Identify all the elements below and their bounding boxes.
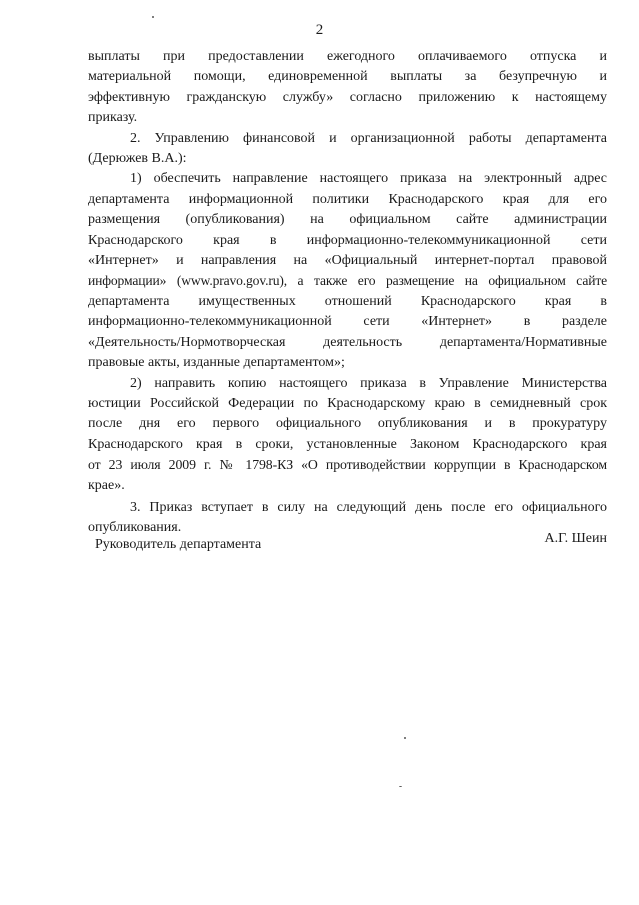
text-line: 2. Управлению финансовой и организационной работы департамента: [130, 130, 607, 146]
document-body: [88, 47, 607, 539]
text-line: Краснодарского края в информационно-телекоммуникационной сети: [88, 232, 607, 248]
text-line: (Дерюжев В.А.):: [88, 151, 187, 167]
scan-speck: [399, 786, 402, 787]
text-line: информационно-телекоммуникационной сети «Интернет» в разделе: [88, 314, 607, 330]
paragraph-continuation: [88, 47, 607, 129]
text-line: крае».: [88, 477, 125, 493]
text-line: правовые акты, изданные департаментом»;: [88, 355, 345, 371]
scan-speck: [152, 16, 154, 18]
paragraph-2: [88, 129, 607, 170]
signer-name: А.Г. Шеин: [544, 531, 607, 546]
paragraph-3: [88, 498, 607, 539]
text-line: юстиции Российской Федерации по Краснодарскому краю в семидневный срок: [88, 395, 607, 411]
item-1: [88, 169, 607, 373]
text-line: 1) обеспечить направление настоящего приказа на электронный адрес: [130, 171, 607, 187]
item-2: [88, 374, 607, 496]
signer-role: Руководитель департамента: [95, 537, 262, 552]
text-line: информации» (www.pravo.gov.ru), а также его размещение на официальном сайте: [88, 273, 607, 289]
text-line: 3. Приказ вступает в силу на следующий день после его официального: [130, 499, 607, 515]
text-line: «Интернет» и направления на «Официальный интернет-портал правовой: [88, 253, 607, 269]
text-line: департамента информационной политики Краснодарского края для его: [88, 191, 607, 207]
text-line: размещения (опубликования) на официальном сайте администрации: [88, 212, 607, 228]
text-line: материальной помощи, единовременной выплаты за безупречную и: [88, 69, 607, 85]
text-line: «Деятельность/Нормотворческая деятельность департамента/Нормативные: [88, 334, 607, 350]
text-line: от 23 июля 2009 г. № 1798-КЗ «О противодействии коррупции в Краснодарском: [88, 457, 607, 473]
text-line: приказу.: [88, 110, 138, 126]
text-line: выплаты при предоставлении ежегодного оплачиваемого отпуска и: [88, 49, 607, 64]
text-line: опубликования.: [88, 520, 182, 536]
text-line: после дня его первого официального опубликования и в прокуратуру: [88, 416, 607, 432]
text-line: эффективную гражданскую службу» согласно приложению к настоящему: [88, 89, 607, 105]
text-line: департамента имущественных отношений Краснодарского края в: [88, 293, 607, 309]
scan-speck: [404, 737, 406, 739]
text-line: 2) направить копию настоящего приказа в Управление Министерства: [130, 375, 607, 391]
page-number: 2: [315, 22, 324, 38]
text-line: Краснодарского края в сроки, установленные Законом Краснодарского края: [88, 436, 607, 452]
